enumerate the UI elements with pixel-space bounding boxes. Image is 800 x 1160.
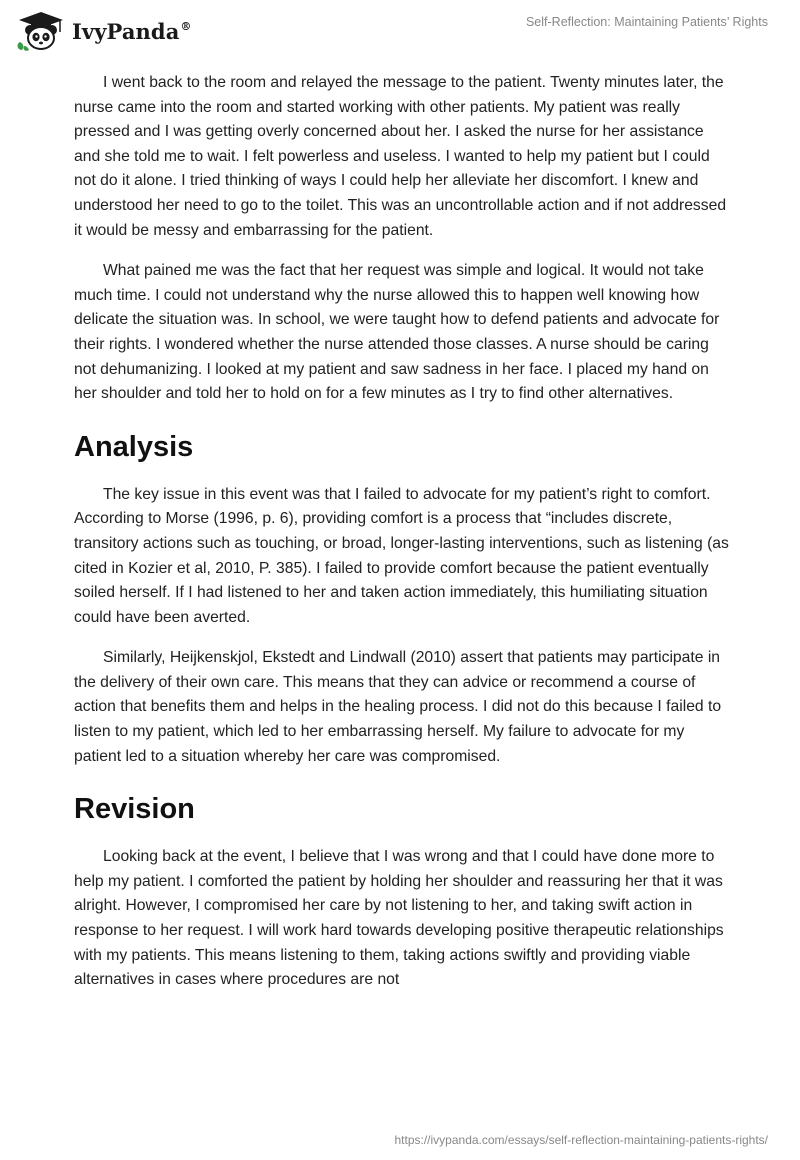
paragraph-1: I went back to the room and relayed the message to the patient. Twenty minutes later, the nurse came into the room and started working with other patients. My patient was really pressed and I was getting overly concerned about her. I asked the nurse for her assistance and she told me to wait. I felt powerless and useless. I wanted to help my patient but I could not do it alone. I tried thinking of ways I could help her alleviate her discomfort. I knew and understood her need to go to the toilet. This was an uncontrollable action and if not addressed it would be messy and embarrassing for the patient. — [74, 74, 727, 239]
paragraph-3: The key issue in this event was that I failed to advocate for my patient’s right to comfort. According to Morse (1996, p. 6), providing comfort is a process that “includes discrete, transitory actions such as touching, or broad, longer-lasting interventions, such as listening (as cited in Kozier et al, 2010, P. 385). I failed to provide comfort because the patient eventually soiled herself. If I had listened to her and taken action immediately, this humiliating situation could have been averted. — [74, 485, 729, 626]
paragraph-2: What pained me was the fact that her request was simple and logical. It would not take much time. I could not understand why the nurse allowed this to happen well knowing how delicate the situation was. In school, we were taught how to defend patients and advocate for their rights. I wondered whether the nurse attended those classes. A nurse should be caring not dehumanizing. I looked at my patient and saw sadness in her face. I placed my hand on her shoulder and told her to hold on for a few minutes as I try to find other alternatives. — [74, 262, 720, 403]
footer-url[interactable]: https://ivypanda.com/essays/self-reflection-maintaining-patients-rights/ — [394, 1133, 768, 1147]
heading-analysis: Analysis — [74, 430, 194, 463]
registered-mark: ® — [180, 19, 192, 33]
brand-text: IvyPanda — [72, 18, 180, 44]
running-title: Self-Reflection: Maintaining Patients’ Rights — [525, 15, 768, 29]
page-header — [0, 0, 800, 62]
paragraph-4: Similarly, Heijkenskjol, Ekstedt and Lindwall (2010) assert that patients may participate in the delivery of their own care. This means that they can advice or recommend a course of action that benefits them and helps in the healing process. I did not do this because I failed to listen to my patient, which led to her embarrassing herself. My failure to advocate for my patient led to a situation whereby her care was compromised. — [74, 649, 722, 765]
heading-revision: Revision — [74, 793, 195, 826]
panda-graduate-icon — [16, 10, 66, 52]
ivypanda-logo[interactable] — [16, 10, 192, 52]
paragraph-5: Looking back at the event, I believe that I was wrong and that I could have done more to help my patient. I comforted the patient by holding her shoulder and reassuring her that it was alright. However, I compromised her care by not listening to her, and taking swift action in response to her request. I will work hard towards developing positive therapeutic relationships with my patients. This means listening to them, taking actions swiftly and providing viable alternatives in cases where procedures are not — [74, 848, 724, 989]
brand-name — [72, 19, 192, 44]
essay-content — [74, 71, 734, 1009]
